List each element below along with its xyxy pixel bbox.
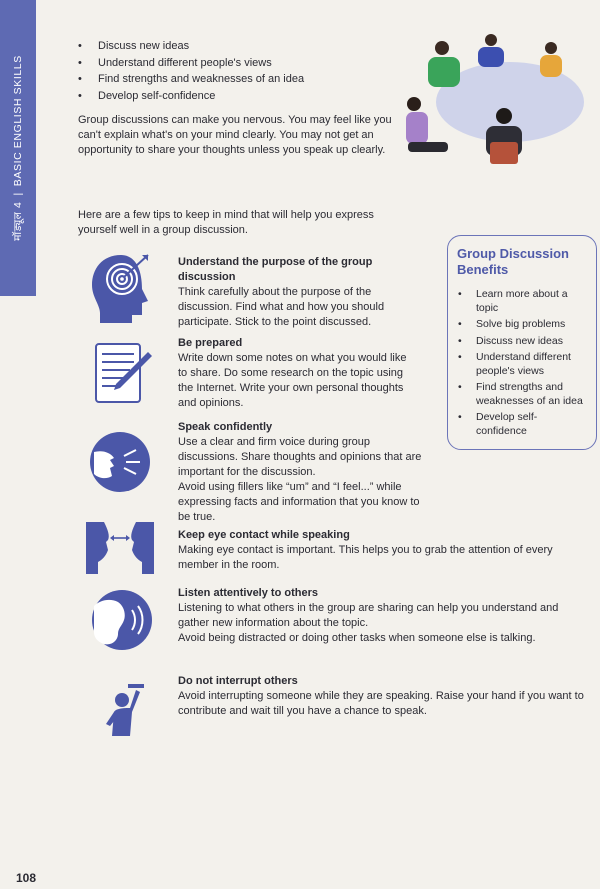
list-item: • Discuss new ideas bbox=[458, 335, 588, 349]
list-item: • Develop self-confidence bbox=[458, 411, 588, 438]
tip-understand-purpose bbox=[178, 255, 406, 330]
list-item: • Develop self-confidence bbox=[78, 88, 304, 105]
top-bullet-list bbox=[78, 38, 304, 104]
tip-do-not-interrupt bbox=[178, 674, 588, 719]
intro-paragraph: Group discussions can make you nervous. You may feel like you can't explain what's on your mind clearly. You may not get an opportunity to share your thoughts unless you speak up clearly. bbox=[78, 114, 392, 157]
speaking-face-icon bbox=[88, 430, 152, 494]
tip-title: Do not interrupt others bbox=[178, 675, 298, 687]
module-number: मॉड्यूल 4 bbox=[12, 201, 24, 241]
list-item: • Learn more about a topic bbox=[458, 288, 588, 315]
tip-body: Think carefully about the purpose of the discussion. Find what and how you should participate. Stick to the point discussed. bbox=[178, 286, 385, 328]
list-item: • Find strengths and weaknesses of an idea bbox=[458, 381, 588, 408]
benefits-list bbox=[448, 288, 596, 438]
list-item: • Understand different people's views bbox=[78, 55, 304, 72]
module-subject: BASIC ENGLISH SKILLS bbox=[12, 55, 24, 187]
tip-body: Listening to what others in the group are sharing can help you understand and gather new information about the topic. bbox=[178, 602, 559, 629]
raised-hand-icon bbox=[100, 680, 150, 740]
tip-eye-contact bbox=[178, 528, 582, 573]
listening-ear-icon bbox=[90, 588, 154, 652]
brain-target-icon bbox=[88, 249, 154, 325]
tip-body-extra: Avoid being distracted or doing other tasks when someone else is talking. bbox=[178, 632, 536, 644]
list-item: • Understand different people's views bbox=[458, 351, 588, 378]
module-separator: | bbox=[12, 192, 24, 196]
tip-title: Speak confidently bbox=[178, 421, 273, 433]
group-discussion-illustration bbox=[400, 30, 586, 166]
tip-title: Understand the purpose of the group discussion bbox=[178, 256, 373, 283]
tip-body: Use a clear and firm voice during group discussions. Share thoughts and opinions that are important for the discussion. bbox=[178, 436, 422, 478]
module-side-tab bbox=[0, 0, 36, 296]
page-number: 108 bbox=[16, 871, 37, 885]
benefits-title: Group Discussion Benefits bbox=[457, 246, 569, 277]
eye-contact-icon bbox=[84, 520, 156, 576]
list-item: • Find strengths and weaknesses of an idea bbox=[78, 71, 304, 88]
tip-title: Keep eye contact while speaking bbox=[178, 529, 350, 541]
notepad-pen-icon bbox=[90, 340, 154, 408]
tips-intro-paragraph: Here are a few tips to keep in mind that will help you express yourself well in a group discussion. bbox=[78, 209, 374, 237]
list-item: • Solve big problems bbox=[458, 318, 588, 332]
benefits-box bbox=[447, 235, 597, 450]
tip-body: Write down some notes on what you would like to share. Do some research on the topic using the Internet. Write your own personal thoughts and opinions. bbox=[178, 352, 407, 409]
tip-body-extra: Avoid using fillers like “um” and “I feel...” while expressing facts and information that you know to be true. bbox=[178, 481, 420, 523]
tip-be-prepared bbox=[178, 336, 418, 411]
tip-listen-attentively bbox=[178, 586, 584, 646]
tip-body: Avoid interrupting someone while they are speaking. Raise your hand if you want to contribute and wait till you have a chance to speak. bbox=[178, 690, 584, 717]
tip-title: Listen attentively to others bbox=[178, 587, 318, 599]
tip-speak-confidently bbox=[178, 420, 423, 525]
tip-body: Making eye contact is important. This helps you to grab the attention of every member in the room. bbox=[178, 544, 553, 571]
module-side-label bbox=[11, 55, 25, 241]
list-item: • Discuss new ideas bbox=[78, 38, 304, 55]
tip-title: Be prepared bbox=[178, 337, 243, 349]
